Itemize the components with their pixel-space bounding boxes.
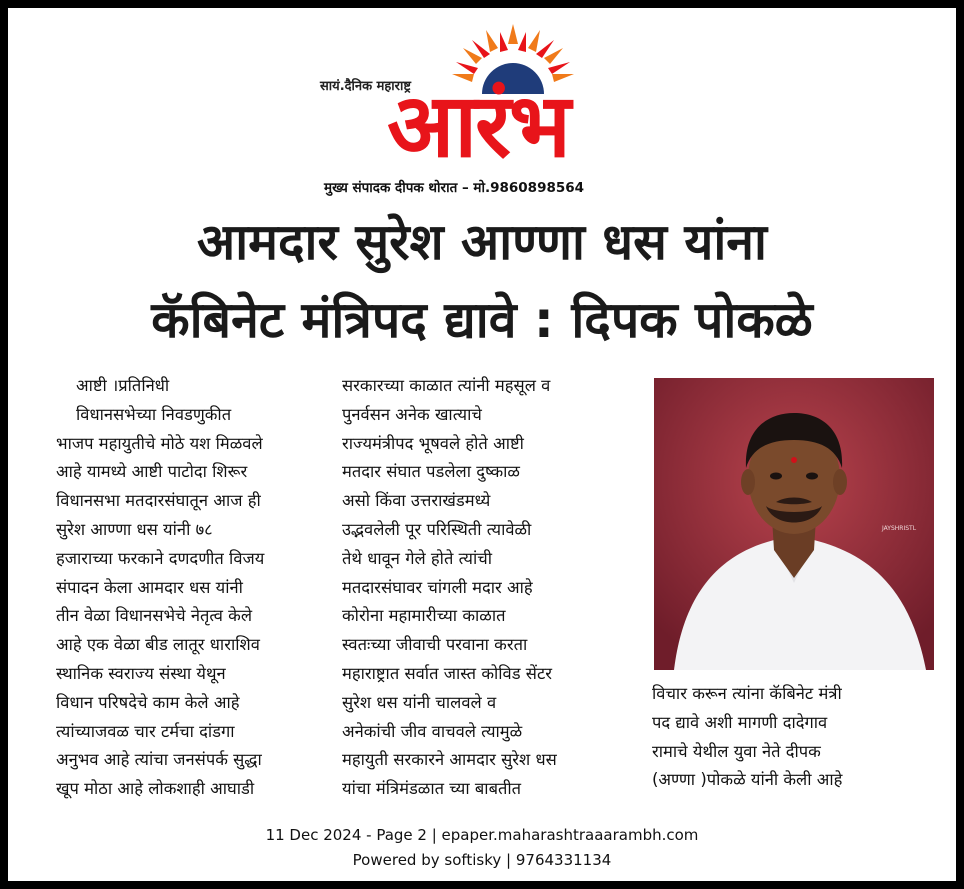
body-line: स्वतःच्या जीवाची परवाना करता	[342, 635, 528, 655]
body-line: रामाचे येथील युवा नेते दीपक	[652, 741, 821, 761]
article-column-1	[56, 372, 264, 804]
body-line: राज्यमंत्रीपद भूषवले होते आष्टी	[342, 433, 524, 453]
body-line: सुरेश धस यांनी चालवले व	[342, 692, 497, 712]
person-portrait-icon	[654, 378, 934, 670]
body-line: सरकारच्या काळात त्यांनी महसूल व	[342, 376, 551, 395]
article-headline	[28, 203, 936, 359]
body-line: विधान परिषदेचे काम केले आहे	[56, 692, 240, 712]
body-line: त्यांच्याजवळ चार टर्मचा दांडगा	[56, 721, 235, 741]
body-line: पुनर्वसन अनेक खात्याचे	[342, 404, 482, 424]
article-column-3	[652, 680, 842, 795]
body-line: आहे एक वेळा बीड लातूर धाराशिव	[56, 635, 260, 655]
page-footer	[8, 823, 956, 873]
masthead-tagline: सायं.दैनिक महाराष्ट्र	[320, 79, 411, 94]
body-line: स्थानिक स्वराज्य संस्था येथून	[56, 663, 226, 683]
body-line: आहे यामध्ये आष्टी पाटोदा शिरूर	[56, 462, 248, 482]
body-line: यांचा मंत्रिमंडळात च्या बाबतीत	[342, 779, 522, 799]
body-line: भाजप महायुतीचे मोठे यश मिळवले	[56, 433, 263, 453]
dateline: आष्टी ।प्रतिनिधी	[76, 376, 170, 395]
body-line: मतदारसंघावर चांगली मदार आहे	[342, 577, 533, 597]
body-line: विचार करून त्यांना कॅबिनेट मंत्री	[652, 684, 842, 703]
body-line: विधानसभा मतदारसंघातून आज ही	[56, 491, 261, 511]
newspaper-logo-wordmark: आरंभ	[387, 74, 569, 177]
body-line: महाराष्ट्रात सर्वात जास्त कोविड सेंटर	[342, 663, 553, 683]
body-line: महायुती सरकारने आमदार सुरेश धस	[342, 750, 557, 770]
body-line: संपादन केला आमदार धस यांनी	[56, 577, 243, 597]
body-line: तीन वेळा विधानसभेचे नेतृत्व केले	[56, 606, 253, 626]
body-line: मतदार संघात पडलेला दुष्काळ	[342, 462, 520, 482]
body-line: कोरोना महामारीच्या काळात	[342, 606, 506, 626]
headline-line-2: कॅबिनेट मंत्रिपद द्यावे : दिपक पोकळे	[151, 291, 813, 349]
epaper-page	[8, 8, 956, 881]
footer-date-url: 11 Dec 2024 - Page 2 | epaper.maharashtraaarambh.com	[265, 826, 699, 844]
footer-credits: Powered by softisky | 9764331134	[352, 851, 612, 869]
body-line: सुरेश आण्णा धस यांनी ७८	[56, 519, 213, 539]
body-line: अनेकांची जीव वाचवले त्यामुळे	[342, 721, 523, 741]
body-line: अनुभव आहे त्यांचा जनसंपर्क सुद्धा	[56, 750, 262, 770]
body-line: विधानसभेच्या निवडणुकीत	[76, 404, 232, 424]
body-line: तेथे धावून गेले होते त्यांची	[342, 548, 492, 568]
headline-line-1: आमदार सुरेश आण्णा धस यांना	[197, 213, 767, 271]
body-line: असो किंवा उत्तराखंडमध्ये	[342, 491, 491, 511]
article-column-2	[342, 372, 557, 804]
body-line: (अण्णा )पोकळे यांनी केली आहे	[652, 770, 843, 790]
masthead	[308, 18, 668, 196]
body-line: हजाराच्या फरकाने दणदणीत विजय	[56, 548, 265, 568]
photo-watermark: JAYSHRISTL	[882, 525, 917, 532]
body-line: पद द्यावे अशी मागणी दादेगाव	[652, 712, 828, 732]
editor-contact-line: मुख्य संपादक दीपक थोरात – मो.9860898564	[324, 180, 585, 196]
portrait-photo	[654, 378, 934, 670]
body-line: खूप मोठा आहे लोकशाही आघाडी	[56, 779, 255, 799]
body-line: उद्भवलेली पूर परिस्थिती त्यावेळी	[342, 519, 532, 539]
